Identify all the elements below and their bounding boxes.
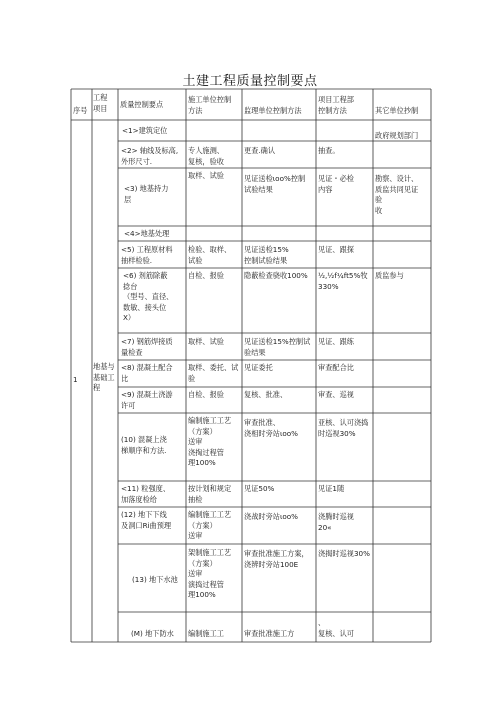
table-row-point: <9) 混凝土浇游 许可	[121, 390, 173, 410]
header-construction-method: 施工单位控制 方法	[188, 95, 232, 115]
table-row-supervision: 审查批准施工方案， 浇辨时旁站100E	[244, 549, 309, 569]
table-row-other: 质监参与	[375, 271, 404, 280]
table-row-construction: 专人施测、 复核，验收	[188, 146, 224, 166]
table-row-construction: 检验、取样、 试验	[188, 245, 232, 265]
table-row-construction: 编制施工工艺 （方案） 送审	[188, 510, 232, 540]
table-row-supervision: 浇战时旁站ιoo%	[244, 512, 298, 521]
table-row-point: <4>地基处理	[124, 229, 170, 238]
header-project: 工程 项目	[93, 93, 108, 113]
table-row-point: <7) 钢筋焊接质 量检查	[121, 337, 173, 357]
table-row-pm: 见证・必检 内容	[318, 174, 354, 194]
table-row-construction: 编制施工工艺 （方案） 送审 浇掏过程管 理100%	[188, 416, 232, 467]
table-row-point: (12) 地下下线 及洞口Ri曲预理	[121, 510, 172, 530]
table-row-pm: 、 复核、认可	[318, 618, 354, 638]
table-row-construction: 自检、报验	[188, 390, 224, 399]
table-row-construction: 按计划和规定 抽检	[188, 484, 232, 504]
table-row-supervision: 审查批准、 浇相时旁站ιoo%	[244, 418, 298, 438]
seq-number: 1	[73, 375, 78, 384]
table-row-pm: 见证1随	[318, 484, 345, 493]
table-row-pm: 审查、巡视	[318, 390, 354, 399]
table-row-pm: 浇揭时巡视30%	[318, 549, 370, 558]
table-row-supervision: 见证送检15%控制试 验结果	[244, 337, 311, 357]
table-row-construction: 取样、试验	[188, 171, 224, 180]
table-row-pm: 见证、跟练	[318, 337, 354, 346]
table-row-pm: 见证、跟探	[318, 245, 354, 254]
table-row-point: <8) 混凝土配合 比	[121, 363, 173, 383]
table-row-supervision: 见证送检ιoo%控制 试验结果	[244, 174, 306, 194]
table-row-point: (M) 地下防水	[131, 629, 174, 638]
header-supervision-method: 监理单位控制方法	[244, 106, 302, 115]
table-row-point: (13) 地下水池	[132, 575, 178, 584]
table-row-construction: 自检、报验	[188, 271, 224, 280]
table-row-construction: 取样、委托、试 验	[188, 363, 239, 383]
table-row-construction: 架制施工工艺 （方案） 送审 演捣过程管 理100%	[188, 548, 232, 599]
table-row-pm: 亚核、认可浇捣 时巡视30%	[318, 418, 369, 438]
table-row-point: (10) 混凝上浇 梯顺序和方法.	[121, 435, 167, 455]
table-row-point: <2> 轴线及标高, 外形尺寸.	[121, 146, 179, 166]
table-row-point: <6) 剂筋除蔽 捻台 （型号、直径、 数敏、接头位 X）	[123, 271, 174, 322]
table-row-point: <1>建筑定位	[122, 126, 168, 135]
table-row-point: <3) 地基持力 层	[124, 184, 169, 204]
page-title: 土建工程质量控制要点	[182, 74, 318, 89]
table-row-other: 政府规划部门	[375, 131, 419, 140]
table-row-supervision: 隐蔽检查骁收100%	[244, 271, 308, 280]
table-row-pm: 浇腾时巡视 20«	[318, 512, 354, 532]
table-row-supervision: 见证委托	[244, 363, 273, 372]
table-row-supervision: 更查.确认	[244, 146, 276, 155]
table-row-point: <11) 粒强度、 加落度检给	[121, 484, 171, 504]
table-row-supervision: 见证50%	[244, 484, 275, 493]
header-other-units: 其它单位抄制	[375, 106, 419, 115]
table-row-supervision: 见证送检15% 控制试验结果	[244, 245, 289, 265]
table-row-pm: 审查配合比	[318, 363, 354, 372]
table-row-point: <5) 工程原材料 抽样检验.	[121, 245, 173, 265]
header-pm-method: 项目工程部 控制方法	[318, 95, 354, 115]
table-row-supervision: 复核、批准、	[244, 390, 288, 399]
table-row-pm: 抽查。	[318, 146, 340, 155]
table-row-construction: 取样、试验	[188, 337, 224, 346]
project-name: 地基与 基础工 程	[93, 362, 115, 392]
table-row-supervision: 审查批准施工方	[244, 629, 295, 638]
table-row-other: 勘察、设计、 质监共同见证 验 收	[375, 174, 419, 215]
table-row-construction: 编制施工工	[188, 629, 224, 638]
header-seq: 序号	[73, 106, 88, 115]
header-control-points: 质量控制要点	[120, 100, 164, 109]
table-row-pm: ½,½f¼ft5%牧 330%	[318, 271, 368, 291]
